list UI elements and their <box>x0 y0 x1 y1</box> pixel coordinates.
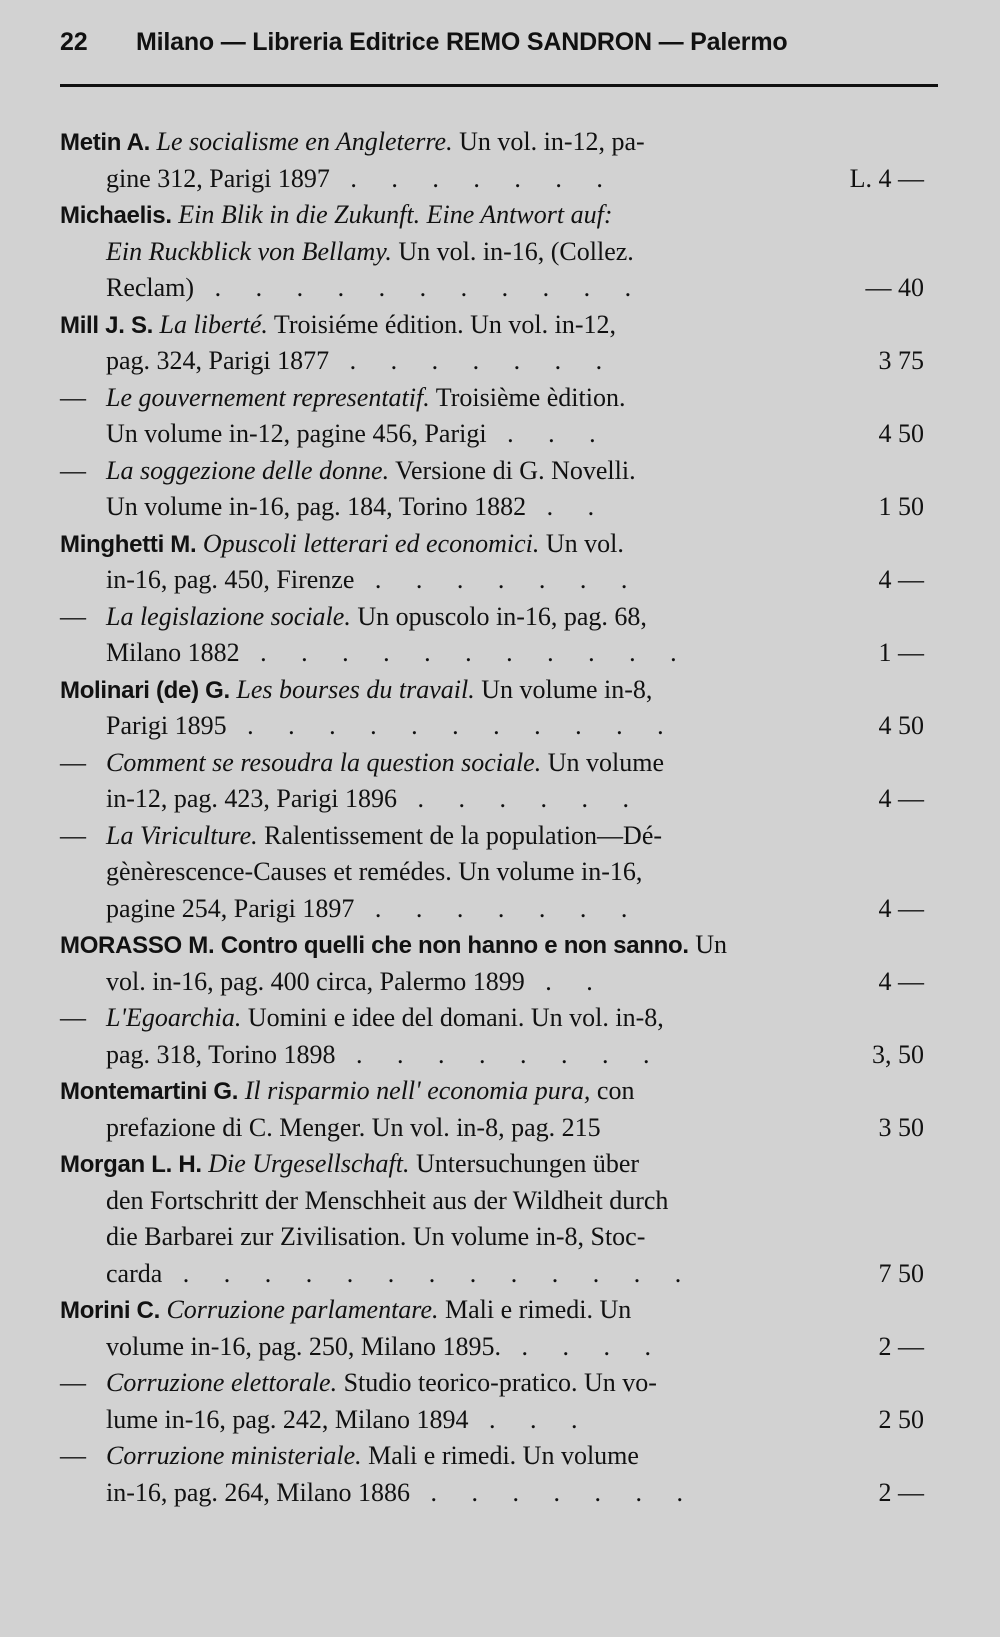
entry-continuation-line <box>60 1110 940 1147</box>
entry-text: carda <box>106 1258 163 1288</box>
entry-continuation-line <box>60 1183 940 1220</box>
entry-continuation-line <box>60 562 940 599</box>
entry-text: Uomini e idee del domani. Un vol. in-8, <box>241 1003 664 1032</box>
entry-first-line <box>60 380 940 417</box>
entry-text: Troisième èdition. <box>429 382 626 412</box>
entry-text: Milano 1882 <box>106 638 240 667</box>
entry-text: Studio teorico-pratico. Un vo- <box>337 1368 657 1397</box>
price: L. 4 — <box>849 163 924 193</box>
entry-text: Un vol. in-16, (Collez. <box>391 236 634 266</box>
entry-continuation-line <box>60 964 940 1001</box>
work-title: Le socialisme en Angleterre. <box>156 127 453 156</box>
entry-text: gine 312, Parigi 1897 <box>106 163 330 193</box>
dot-leader: . . <box>524 966 607 996</box>
page-number: 22 <box>60 28 88 56</box>
catalog-entry <box>60 453 940 526</box>
entry-text: Parigi 1895 <box>106 711 227 740</box>
ditto-dash: — <box>60 455 86 485</box>
author-name: Minghetti M. <box>60 530 197 558</box>
entry-text: den Fortschritt der Menschheit aus der Wildheit durch <box>106 1185 669 1215</box>
dot-leader: . . . . . . . . . . . <box>226 711 678 740</box>
running-header <box>60 28 890 68</box>
entry-text: Un volume in-12, pagine 456, Parigi <box>106 419 487 448</box>
entry-first-line <box>60 307 940 344</box>
entry-text: in-16, pag. 264, Milano 1886 <box>106 1477 411 1507</box>
entry-first-line <box>60 927 940 964</box>
price: — 40 <box>865 273 924 302</box>
entry-continuation-line <box>60 1402 940 1439</box>
entry-first-line <box>60 453 940 490</box>
entry-continuation-line <box>60 161 940 198</box>
entry-first-line <box>60 599 940 636</box>
work-title: Ein Blik in die Zukunft. Eine Antwort auf: <box>178 200 613 229</box>
ditto-dash: — <box>60 747 86 777</box>
dot-leader: . . . . . . . . . . . <box>239 638 691 667</box>
entry-text: Mali e rimedi. Un volume <box>361 1441 639 1470</box>
catalog-entry <box>60 1438 940 1511</box>
work-title: Corruzione elettorale. <box>106 1368 338 1397</box>
dot-leader: . . . . . . . <box>354 893 642 923</box>
dot-leader: . . . . . . . <box>329 163 617 193</box>
dot-leader: . . . . . . <box>397 784 644 813</box>
entry-first-line <box>60 526 940 563</box>
dot-leader: . . . . . . . <box>354 565 642 594</box>
work-title: Corruzione parlamentare. <box>166 1295 439 1324</box>
price: 4 — <box>878 893 924 923</box>
catalog-entry <box>60 672 940 745</box>
price: 1 — <box>878 638 924 667</box>
catalog-entry <box>60 1146 940 1292</box>
ditto-dash: — <box>60 1441 86 1470</box>
entry-text: Un volume in-8, <box>474 674 653 704</box>
entry-continuation-line <box>60 416 940 453</box>
work-title: La legislazione sociale. <box>106 601 351 631</box>
entry-text: pagine 254, Parigi 1897 <box>106 893 355 923</box>
entry-continuation-line <box>60 1037 940 1074</box>
work-title: Ein Ruckblick von Bellamy. <box>106 236 392 266</box>
entry-continuation-line <box>60 1256 940 1293</box>
ditto-dash: — <box>60 820 86 850</box>
entry-continuation-line <box>60 854 940 891</box>
catalog-entry <box>60 197 940 307</box>
work-title: La soggezione delle donne. <box>106 455 390 485</box>
author-name: Molinari (de) G. <box>60 676 230 704</box>
entry-continuation-line <box>60 343 940 380</box>
entry-text: Un vol. in-12, pa- <box>452 127 645 156</box>
dot-leader: . . <box>526 492 609 521</box>
work-title: Opuscoli letterari ed economici. <box>202 528 540 558</box>
work-title: Il risparmio nell' economia pura, <box>244 1076 591 1105</box>
entry-continuation-line <box>60 781 940 818</box>
dot-leader: . . . <box>468 1404 592 1434</box>
entry-text: lume in-16, pag. 242, Milano 1894 <box>106 1404 469 1434</box>
entry-text: Untersuchungen über <box>409 1149 640 1178</box>
price: 4 — <box>878 784 924 813</box>
entry-text: Un volume <box>541 747 664 777</box>
author-name: MORASSO M. Contro quelli che non hanno e non sanno. <box>60 932 689 959</box>
dot-leader: . . . . . . . . . . . <box>194 273 646 302</box>
entry-continuation-line <box>60 1475 940 1512</box>
catalog-entry <box>60 307 940 380</box>
work-title: Die Urgesellschaft. <box>208 1149 410 1178</box>
entry-text: gènèrescence-Causes et remédes. Un volume in-16, <box>106 857 643 886</box>
entry-first-line <box>60 124 940 161</box>
price: 3 75 <box>878 346 924 375</box>
dot-leader: . . . . . . . . <box>335 1039 664 1069</box>
catalog-entry <box>60 745 940 818</box>
author-name: Michaelis. <box>60 202 172 229</box>
catalog-entry <box>60 927 940 1000</box>
price: 2 — <box>878 1477 924 1507</box>
entry-continuation-line <box>60 891 940 928</box>
work-title: Les bourses du travail. <box>236 674 475 704</box>
entry-first-line <box>60 745 940 782</box>
catalog-entry <box>60 526 940 599</box>
entry-text: Ralentissement de la population—Dé- <box>257 820 663 850</box>
price: 2 — <box>878 1331 924 1361</box>
work-title: Le gouvernement representatif. <box>106 382 430 412</box>
dot-leader: . . . <box>486 419 610 448</box>
entry-text: die Barbarei zur Zivilisation. Un volume in-8, Stoc- <box>106 1222 646 1251</box>
catalog-entry <box>60 380 940 453</box>
entry-first-line <box>60 1146 940 1183</box>
price: 4 — <box>878 565 924 594</box>
entry-first-line <box>60 1292 940 1329</box>
entry-text: in-12, pag. 423, Parigi 1896 <box>106 784 398 813</box>
entry-continuation-line <box>60 708 940 745</box>
catalog-entry <box>60 818 940 928</box>
catalog-entry <box>60 1000 940 1073</box>
entry-first-line <box>60 1365 940 1402</box>
entry-continuation-line <box>60 1219 940 1256</box>
entry-text: vol. in-16, pag. 400 circa, Palermo 1899 <box>106 966 525 996</box>
entry-text: Un vol. <box>539 528 624 558</box>
dot-leader: . . . . . . . <box>329 346 617 375</box>
entry-text: Mali e rimedi. Un <box>438 1295 632 1324</box>
ditto-dash: — <box>60 382 86 412</box>
entry-text: con <box>590 1076 635 1105</box>
entry-text: pag. 324, Parigi 1877 <box>106 346 330 375</box>
author-name: Montemartini G. <box>60 1078 239 1105</box>
entry-text: Versione di G. Novelli. <box>389 455 636 485</box>
price: 3 50 <box>878 1112 924 1142</box>
catalog-entry <box>60 1073 940 1146</box>
author-name: Metin A. <box>60 129 151 156</box>
dot-leader: . . . . <box>501 1331 666 1361</box>
entry-text: prefazione di C. Menger. Un vol. in-8, pag. 215 <box>106 1112 601 1142</box>
price: 4 50 <box>878 419 924 448</box>
entry-continuation-line <box>60 489 940 526</box>
catalog-entries <box>60 124 940 1511</box>
header-rule <box>60 84 938 87</box>
entry-continuation-line <box>60 635 940 672</box>
dot-leader: . . . . . . . <box>410 1477 698 1507</box>
entry-first-line <box>60 672 940 709</box>
entry-text: Troisiéme édition. Un vol. in-12, <box>267 309 616 339</box>
entry-text: in-16, pag. 450, Firenze <box>106 565 355 594</box>
entry-text: volume in-16, pag. 250, Milano 1895. <box>106 1331 502 1361</box>
price: 7 50 <box>878 1258 924 1288</box>
price: 4 50 <box>878 711 924 740</box>
entry-text: Un volume in-16, pag. 184, Torino 1882 <box>106 492 527 521</box>
author-name: Morini C. <box>60 1297 160 1324</box>
entry-first-line <box>60 1000 940 1037</box>
price: 2 50 <box>878 1404 924 1434</box>
author-name: Mill J. S. <box>60 311 154 339</box>
entry-first-line <box>60 1438 940 1475</box>
ditto-dash: — <box>60 1003 86 1032</box>
author-name: Morgan L. H. <box>60 1151 202 1178</box>
entry-text: pag. 318, Torino 1898 <box>106 1039 336 1069</box>
entry-text: Un <box>688 930 727 959</box>
catalog-entry <box>60 599 940 672</box>
work-title: L'Egoarchia. <box>106 1003 242 1032</box>
work-title: La liberté. <box>159 309 268 339</box>
price: 4 — <box>878 966 924 996</box>
catalog-entry <box>60 1292 940 1365</box>
entry-first-line <box>60 197 940 234</box>
work-title: Comment se resoudra la question sociale. <box>106 747 542 777</box>
ditto-dash: — <box>60 1368 86 1397</box>
work-title: Corruzione ministeriale. <box>106 1441 362 1470</box>
entry-text: Reclam) <box>106 273 195 302</box>
entry-text: Un opuscolo in-16, pag. 68, <box>350 601 647 631</box>
entry-continuation-line <box>60 270 940 307</box>
entry-continuation-line <box>60 1329 940 1366</box>
header-text: Milano — Libreria Editrice REMO SANDRON — Palermo <box>136 28 788 56</box>
price: 3, 50 <box>872 1039 924 1069</box>
catalog-entry <box>60 1365 940 1438</box>
entry-first-line <box>60 818 940 855</box>
dot-leader: . . . . . . . . . . . . . <box>162 1258 696 1288</box>
work-title: La Viriculture. <box>106 820 258 850</box>
entry-first-line <box>60 1073 940 1110</box>
catalog-entry <box>60 124 940 197</box>
ditto-dash: — <box>60 601 86 631</box>
price: 1 50 <box>878 492 924 521</box>
entry-continuation-line <box>60 234 940 271</box>
